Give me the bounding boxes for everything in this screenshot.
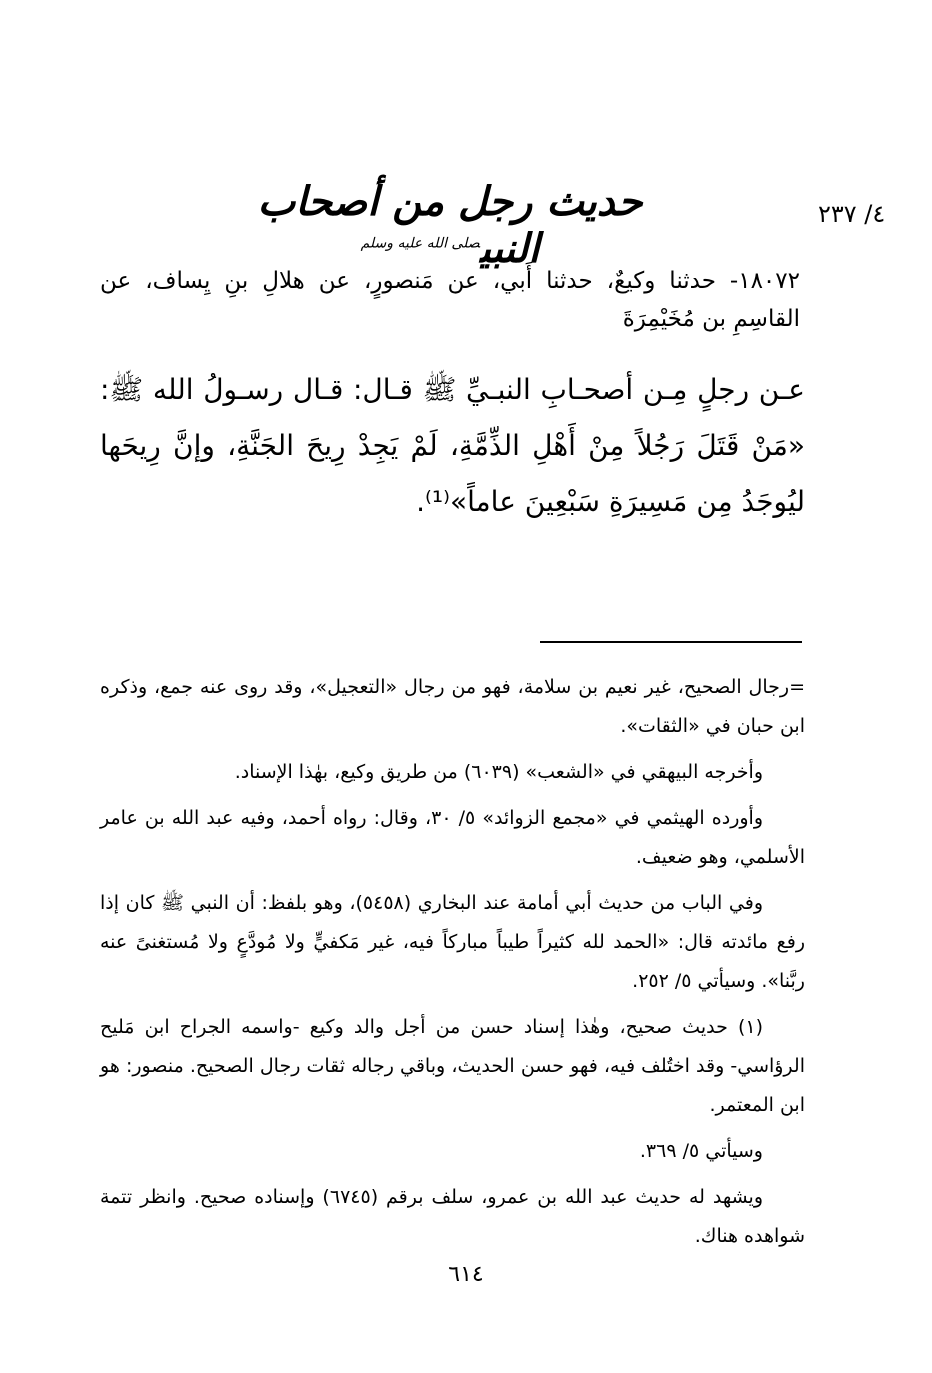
volume-page-reference: ٤/ ٢٣٧ xyxy=(818,200,886,228)
chapter-title-honorific: صلى الله عليه وسلم xyxy=(360,235,480,252)
page-number: ٦١٤ xyxy=(448,1262,484,1287)
footnote-paragraph: =رجال الصحيح، غير نعيم بن سلامة، فهو من رجال «التعجيل»، وقد روى عنه جمع، وذكره ابن حبان في «الثقات». xyxy=(100,676,805,737)
footnote-divider xyxy=(540,641,802,643)
footnote-paragraph: وسيأتي ٥/ ٣٦٩. xyxy=(639,1140,763,1162)
footnote-paragraph: وأخرجه البيهقي في «الشعب» (٦٠٣٩) من طريق وكيع، بهٰذا الإسناد. xyxy=(234,761,763,783)
chapter-title-text: حديث رجل من أصحاب النبي xyxy=(257,178,643,272)
hadith-matn: عـن رجلٍ مِـن أصحـابِ النبـيِّ ﷺ قـال: قـال رسـولُ الله ﷺ: «مَنْ قَتَلَ رَجُلاً مِنْ أَهْلِ الذِّمَّةِ، لَمْ يَجِدْ رِيحَ الجَنَّةِ، وإنَّ رِيحَها ليُوجَدُ مِن مَسِيرَةِ سَبْعِينَ عاماً»⁽¹⁾. xyxy=(100,373,805,518)
footnote-paragraph: وفي الباب من حديث أبي أمامة عند البخاري (٥٤٥٨)، وهو بلفظ: أن النبي ﷺ كان إذا رفع مائدته قال: «الحمد لله كثيراً طيباً مباركاً فيه، غير مَكفيٍّ ولا مُودَّعٍ ولا مُستغنىً عنه ربَّنا». وسيأتي ٥/ ٢٥٢. xyxy=(100,892,805,992)
footnote-paragraph: ويشهد له حديث عبد الله بن عمرو، سلف برقم (٦٧٤٥) وإسناده صحيح. وانظر تتمة شواهده هناك. xyxy=(100,1186,805,1247)
hadith-isnad: ١٨٠٧٢- حدثنا وكيعٌ، حدثنا أَبي، عن مَنصورٍ، عن هلالِ بنِ يِساف، عن القاسِمِ بن مُخَيْمِرَةَ xyxy=(100,268,800,332)
footnote-paragraph: (١) حديث صحيح، وهٰذا إسناد حسن من أجل والد وكيع -واسمه الجراح ابن مَليح الرؤاسي- وقد اختُلف فيه، فهو حسن الحديث، وباقي رجاله ثقات رجال الصحيح. منصور: هو ابن المعتمر. xyxy=(100,1016,805,1116)
footnote-paragraph: وأورده الهيثمي في «مجمع الزوائد» ٥/ ٣٠، وقال: رواه أحمد، وفيه عبد الله بن عامر الأسلمي، وهو ضعيف. xyxy=(100,807,805,868)
footnotes-section xyxy=(100,668,805,1263)
chapter-title xyxy=(230,178,670,272)
